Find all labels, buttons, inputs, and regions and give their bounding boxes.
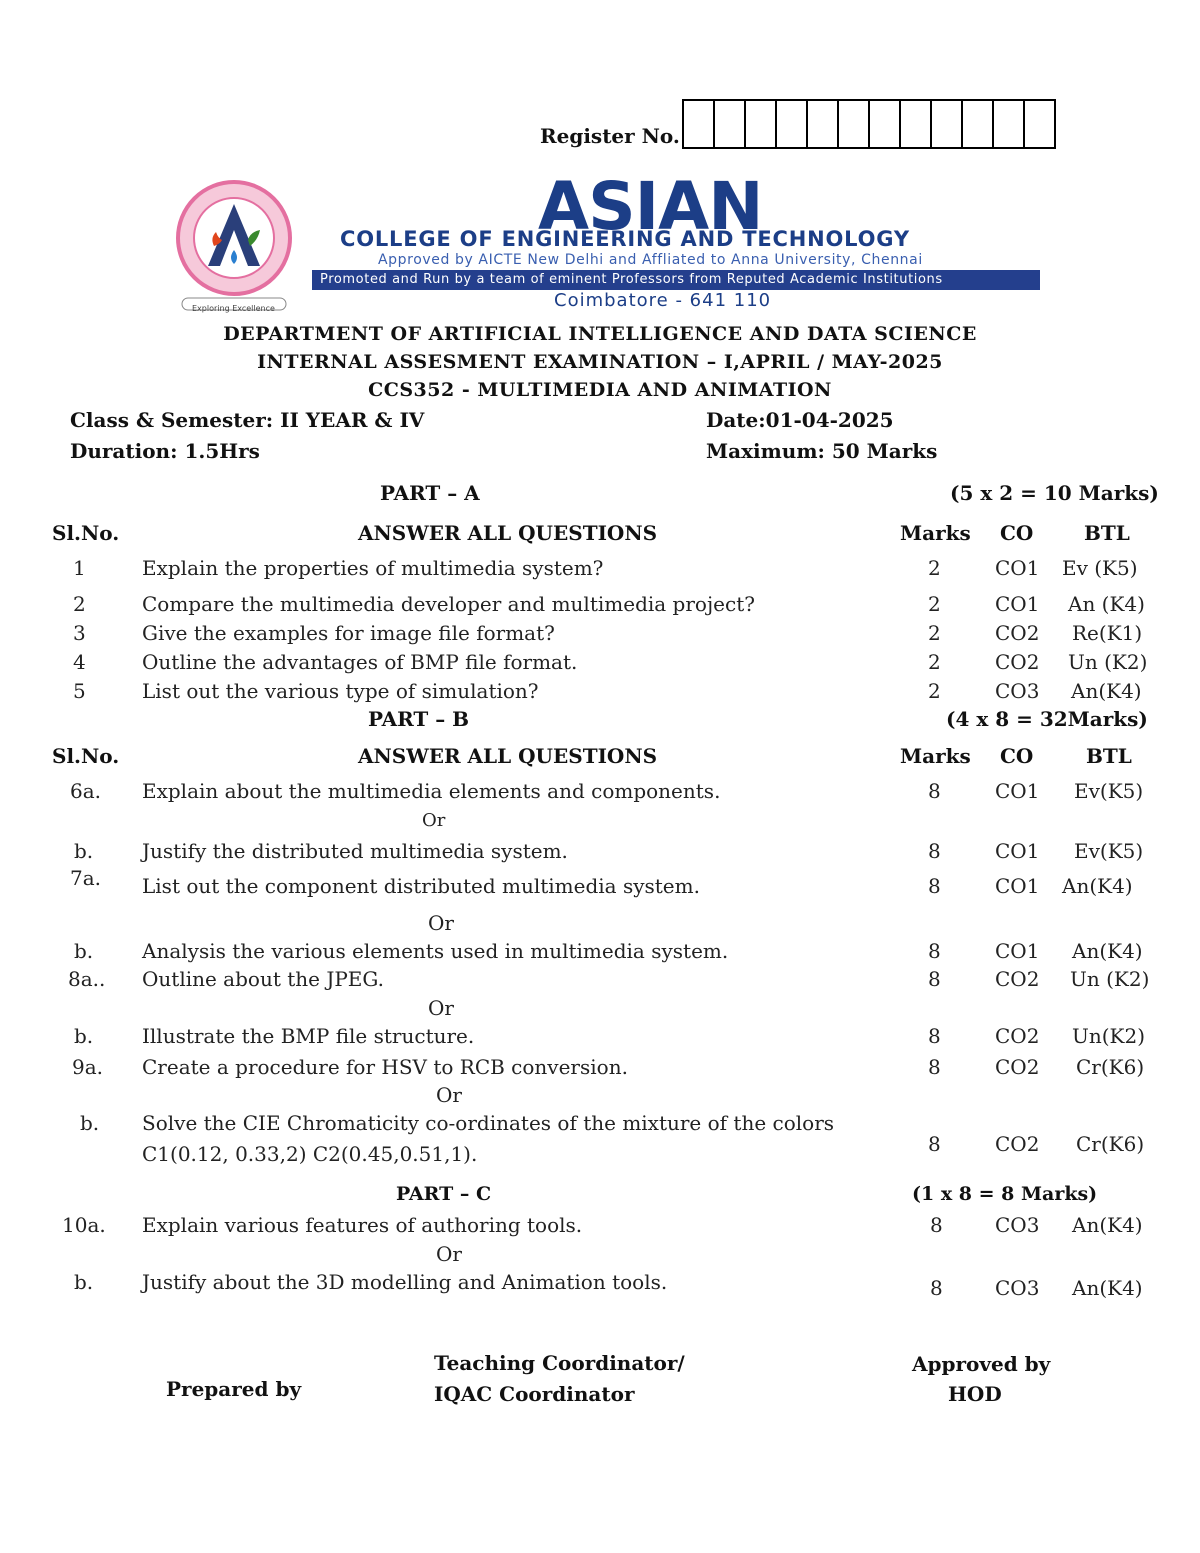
college-name-logo: ASIAN [538,168,763,245]
college-full-name: COLLEGE OF ENGINEERING AND TECHNOLOGY [340,227,910,251]
question-text: Analysis the various elements used in multimedia system. [142,939,729,963]
question-btl: Re(K1) [1072,621,1143,645]
question-co: CO1 [995,556,1040,580]
question-co: CO2 [995,1132,1040,1156]
class-semester: Class & Semester: II YEAR & IV [70,408,425,432]
question-btl: Un(K2) [1072,1024,1146,1048]
or-separator: Or [428,996,454,1020]
question-marks: 2 [928,621,941,645]
question-number: 6a. [70,779,102,803]
col-btl: BTL [1084,521,1130,545]
teaching-coordinator: Teaching Coordinator/ [434,1351,685,1375]
question-btl: Cr(K6) [1076,1132,1145,1156]
approved-by: Approved by [912,1352,1051,1376]
prepared-by: Prepared by [166,1377,302,1401]
or-separator: Or [422,810,446,831]
question-row [0,621,1200,649]
question-marks: 8 [928,1132,941,1156]
question-number: b. [74,939,94,963]
question-co: CO2 [995,1024,1040,1048]
question-row [0,939,1200,967]
question-row [0,779,1200,807]
question-text: List out the component distributed multimedia system. [142,874,700,898]
question-co: CO3 [995,679,1040,703]
register-digit-box[interactable] [777,101,808,147]
question-row [0,679,1200,707]
question-row [0,1270,1200,1298]
question-text: Create a procedure for HSV to RCB conversion. [142,1055,628,1079]
question-row [0,1024,1200,1052]
col-co: CO [1000,521,1034,545]
question-marks: 8 [928,779,941,803]
question-btl: Un (K2) [1068,650,1148,674]
question-co: CO1 [995,592,1040,616]
question-number: 2 [73,592,86,616]
exam-title: INTERNAL ASSESMENT EXAMINATION – I,APRIL / MAY-2025 [257,351,943,373]
col-co: CO [1000,744,1034,768]
question-marks: 8 [928,1055,941,1079]
emblem-tagline: Exploring Excellence [192,304,275,313]
question-row [0,592,1200,620]
college-city: Coimbatore - 641 110 [554,290,772,311]
question-text: Illustrate the BMP file structure. [142,1024,475,1048]
exam-duration: Duration: 1.5Hrs [70,439,260,463]
question-marks: 2 [928,650,941,674]
approval-text: Approved by AICTE New Delhi and Affliated to Anna University, Chennai [378,252,923,268]
part-a-title: PART – A [380,481,480,505]
register-digit-box[interactable] [746,101,777,147]
college-emblem-icon [158,180,310,316]
question-number: 10a. [62,1213,106,1237]
question-number: 5 [73,679,86,703]
part-b-title: PART – B [368,707,470,731]
question-text: Compare the multimedia developer and multimedia project? [142,592,755,616]
iqac-coordinator: IQAC Coordinator [434,1382,635,1406]
register-number-boxes[interactable] [682,99,1056,149]
col-instructions: ANSWER ALL QUESTIONS [358,744,658,768]
question-row [0,868,1200,896]
register-digit-box[interactable] [808,101,839,147]
question-btl: An(K4) [1072,1213,1143,1237]
question-number: b. [74,839,94,863]
register-digit-box[interactable] [715,101,746,147]
question-btl: An(K4) [1072,939,1143,963]
question-marks: 2 [928,592,941,616]
course-title: CCS352 - MULTIMEDIA AND ANIMATION [368,379,832,401]
question-btl: Un (K2) [1070,967,1150,991]
question-btl: Ev (K5) [1062,556,1138,580]
question-co: CO3 [995,1213,1040,1237]
question-number: 1 [73,556,86,580]
question-marks: 2 [928,556,941,580]
question-co: CO3 [995,1276,1040,1300]
register-digit-box[interactable] [1025,101,1054,147]
register-digit-box[interactable] [963,101,994,147]
question-btl: Ev(K5) [1074,839,1144,863]
question-marks: 8 [928,874,941,898]
question-number: 8a.. [68,967,106,991]
register-digit-box[interactable] [932,101,963,147]
max-marks: Maximum: 50 Marks [706,439,938,463]
question-text: Justify the distributed multimedia system. [142,839,568,863]
or-separator: Or [436,1083,462,1107]
part-a-marks: (5 x 2 = 10 Marks) [950,481,1159,505]
or-separator: Or [436,1242,462,1266]
question-row [0,556,1200,584]
question-text: Explain various features of authoring tools. [142,1213,583,1237]
hod: HOD [948,1382,1002,1406]
question-btl: An(K4) [1062,874,1133,898]
question-text: List out the various type of simulation? [142,679,539,703]
register-digit-box[interactable] [994,101,1025,147]
question-text: Explain about the multimedia elements and components. [142,779,721,803]
col-marks: Marks [900,744,971,768]
question-number: 3 [73,621,86,645]
question-row [0,1111,1200,1171]
question-co: CO2 [995,967,1040,991]
question-row [0,1213,1200,1241]
register-digit-box[interactable] [684,101,715,147]
question-btl: Ev(K5) [1074,779,1144,803]
question-btl: Cr(K6) [1076,1055,1145,1079]
register-label: Register No. [540,124,680,148]
question-number: b. [80,1111,100,1135]
question-btl: An(K4) [1072,1276,1143,1300]
question-marks: 8 [928,967,941,991]
question-row [0,650,1200,678]
question-co: CO2 [995,1055,1040,1079]
question-co: CO2 [995,621,1040,645]
question-marks: 8 [930,1213,943,1237]
promo-text: Promoted and Run by a team of eminent Professors from Reputed Academic Institutions [320,272,943,287]
col-btl: BTL [1086,744,1132,768]
col-marks: Marks [900,521,971,545]
register-digit-box[interactable] [839,101,870,147]
question-co: CO1 [995,779,1040,803]
register-digit-box[interactable] [870,101,901,147]
question-number: b. [74,1024,94,1048]
col-slno: Sl.No. [52,521,120,545]
question-number: 7a. [70,866,102,890]
question-btl: An(K4) [1071,679,1142,703]
question-text: Explain the properties of multimedia system? [142,556,604,580]
question-number: 9a. [72,1055,104,1079]
question-co: CO1 [995,939,1040,963]
department-title: DEPARTMENT OF ARTIFICIAL INTELLIGENCE AND DATA SCIENCE [223,323,977,345]
question-text: Give the examples for image file format? [142,621,555,645]
question-number: 4 [73,650,86,674]
question-text: Solve the CIE Chromaticity co-ordinates of the mixture of the colors [142,1111,835,1135]
question-co: CO1 [995,874,1040,898]
question-co: CO2 [995,650,1040,674]
question-marks: 8 [930,1276,943,1300]
question-row [0,967,1200,995]
part-c-marks: (1 x 8 = 8 Marks) [912,1183,1098,1205]
question-row [0,1055,1200,1083]
exam-date: Date:01-04-2025 [706,408,894,432]
question-marks: 2 [928,679,941,703]
col-instructions: ANSWER ALL QUESTIONS [358,521,658,545]
question-marks: 8 [928,1024,941,1048]
col-slno: Sl.No. [52,744,120,768]
question-text: Outline the advantages of BMP file format. [142,650,578,674]
question-btl: An (K4) [1068,592,1145,616]
question-text: Outline about the JPEG. [142,967,385,991]
question-marks: 8 [928,839,941,863]
question-text: Justify about the 3D modelling and Animation tools. [142,1270,668,1294]
part-b-marks: (4 x 8 = 32Marks) [946,707,1148,731]
question-number: b. [74,1270,94,1294]
register-digit-box[interactable] [901,101,932,147]
question-text-line-2: C1(0.12, 0.33,2) C2(0.45,0.51,1). [142,1142,478,1166]
question-row [0,839,1200,867]
part-c-title: PART – C [396,1183,492,1205]
or-separator: Or [428,911,454,935]
question-co: CO1 [995,839,1040,863]
part-a-header-row [0,521,1200,549]
question-marks: 8 [928,939,941,963]
part-b-header-row [0,744,1200,772]
